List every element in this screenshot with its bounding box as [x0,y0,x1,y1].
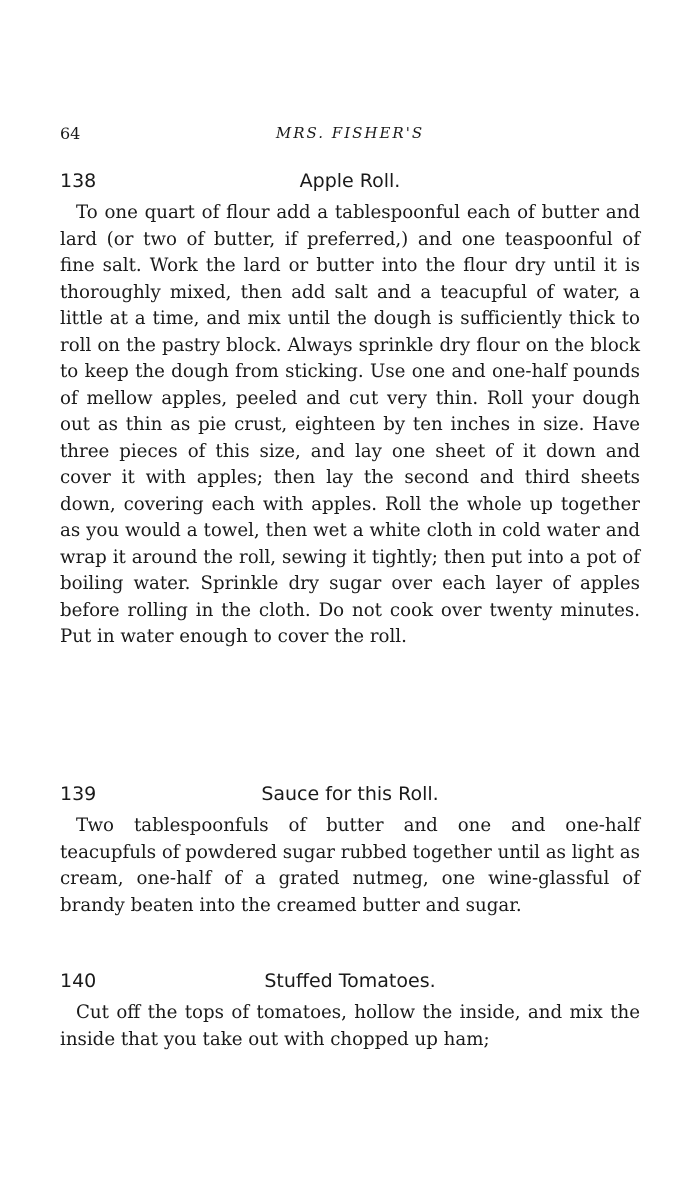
recipe-number: 139 [60,783,97,805]
recipe-text: To one quart of flour add a tablespoonful each of butter and lard (or two of butter, if preferred,) and one teaspoonful of fine salt. Work the lard or butter into the flour dry until it is thoroughly mixed, then add salt and a teacupful of water, a little at a time, and mix until the dough is sufficiently thick to roll on the pastry block. Always sprinkle dry flour on the block to keep the dough from sticking. Use one and one-half pounds of mellow apples, peeled and cut very thin. Roll your dough out as thin as pie crust, eighteen by ten inches in size. Have three pieces of this size, and lay one sheet of it down and cover it with apples; then lay the second and third sheets down, covering each with apples. Roll the whole up together as you would a towel, then wet a white cloth in cold water and wrap it around the roll, sewing it tightly; then put into a pot of boiling water. Sprinkle dry sugar over each layer of apples before rolling in the cloth. Do not cook over twenty minutes. Put in water enough to cover the roll. [60,202,640,647]
running-title: MRS. FISHER'S [275,124,425,142]
recipe-title: Stuffed Tomatoes. [264,970,436,992]
recipe-heading [60,783,640,813]
recipe-title: Sauce for this Roll. [261,783,439,805]
page-number: 64 [60,124,81,143]
recipe-heading [60,970,640,1000]
recipe-138 [60,170,640,651]
recipe-text: Two tablespoonfuls of butter and one and one-half teacupfuls of powdered sugar rubbed together until as light as cream, one-half of a grated nutmeg, one wine-glassful of brandy beaten into the creamed butter and sugar. [60,815,640,916]
recipe-140 [60,970,640,1053]
recipe-heading [60,170,640,200]
recipe-title: Apple Roll. [299,170,401,192]
recipe-text: Cut off the tops of tomatoes, hollow the inside, and mix the inside that you take out with chopped up ham; [60,1002,640,1050]
recipe-number: 140 [60,970,97,992]
recipe-139 [60,783,640,919]
running-head [60,124,640,148]
recipe-number: 138 [60,170,97,192]
